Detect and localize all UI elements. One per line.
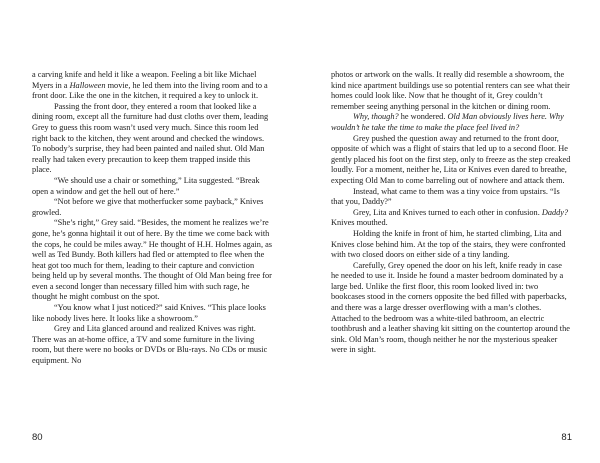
text-run: movie, he led them into the living room and to a front door. Like the one in the kitchen, it required a key to unlock it. — [32, 80, 268, 101]
paragraph — [32, 303, 272, 324]
right-page-number: 81 — [561, 432, 572, 443]
paragraph — [331, 70, 571, 112]
paragraph — [32, 70, 272, 102]
right-page — [300, 0, 600, 463]
paragraph — [331, 134, 571, 187]
italic-text: Old Man obviously lives here. Why wouldn’t he take the time to make the place feel lived in? — [331, 112, 564, 132]
text-run: photos or artwork on the walls. It really did resemble a showroom, the kind nice apartment buildings use so potential renters can see what their homes could look like. Now that he thought of it, Grey couldn’t remember seeing anything personal in the kitchen or dining room. — [331, 70, 570, 111]
italic-text: Daddy? — [541, 207, 569, 217]
left-page-text — [32, 70, 272, 367]
text-run: Knives mouthed. — [331, 218, 388, 228]
text-run: “She’s right,” Grey said. “Besides, the moment he realizes we’re gone, he’s gonna hightail it out of here. By the time we come back with the cops, he could be miles away.” He thought of H.H. Holmes again, as well as Ted Bundy. Both killers had fled or attempted to flee when the heat got too much for them, leading to their capture and conviction being held up by several months. The thought of Old Man being free for even a second longer than necessary filled him with such rage, he thought he might combust on the spot. — [32, 218, 273, 302]
paragraph — [32, 176, 272, 197]
paragraph — [331, 112, 571, 133]
italic-text: Halloween — [69, 80, 106, 90]
text-run: “You know what I just noticed?” said Knives. “This place looks like nobody lives here. It looks like a showroom.” — [32, 303, 266, 323]
text-run: Carefully, Grey opened the door on his left, knife ready in case he needed to use it. Inside he found a master bedroom dominated by a large bed. Unlike the first floor, this room looked lived in: two bookcases stood in the corners opposite the bed filled with paperbacks, and there was a large dresser overflowing with a man’s clothes. Attached to the bedroom was a white-tiled bathroom, an electric toothbrush and a leather shaving kit sitting on the countertop around the sink. Old Man’s room, though neither he nor the mysterious speaker were in sight. — [331, 260, 570, 355]
paragraph — [32, 197, 272, 218]
paragraph — [331, 187, 571, 208]
text-run: Holding the knife in front of him, he started climbing, Lita and Knives close behind him. At the top of the stairs, they were confronted with two closed doors on either side of a tiny landing. — [331, 228, 566, 260]
text-run: Grey, Lita and Knives turned to each other in confusion. — [353, 207, 542, 217]
paragraph — [331, 229, 571, 261]
text-run: “We should use a chair or something,” Lita suggested. “Break open a window and get the hell out of here.” — [32, 175, 260, 196]
paragraph — [331, 208, 571, 229]
paragraph — [331, 261, 571, 356]
left-page-number: 80 — [32, 432, 43, 443]
text-run: he wondered. — [398, 112, 448, 122]
text-run: “Not before we give that motherfucker some payback,” Knives growled. — [32, 197, 264, 217]
text-run: Grey pushed the question away and returned to the front door, opposite of which was a flight of stairs that led up to a second floor. He gently placed his foot on the first step, only to freeze as the step creaked loudly. For a moment, neither he, Lita or Knives even dared to breathe, expecting Old Man to come barreling out of nowhere and attack them. — [331, 133, 571, 185]
paragraph — [32, 324, 272, 366]
text-run: a carving knife and held it like a weapon. Feeling a bit like Michael Myers in a — [32, 70, 257, 90]
text-run: Instead, what came to them was a tiny voice from upstairs. “Is that you, Daddy?” — [331, 186, 560, 207]
italic-text: Why, though? — [353, 112, 399, 122]
paragraph — [32, 102, 272, 176]
text-run: Grey and Lita glanced around and realized Knives was right. There was an at-home office, a TV and some furniture in the living room, but there were no books or DVDs or Blu-rays. No CDs or music equipment. No — [32, 324, 268, 366]
text-run: Passing the front door, they entered a room that looked like a dining room, except all the furniture had dust cloths over them, leading Grey to guess this room wasn’t used very much. Since this room led right back to the kitchen, they went around and checked the windows. To nobody’s surprise, they had been painted and nailed shut. Old Man really had taken every precaution to keep them trapped inside this place. — [32, 101, 269, 175]
right-page-text — [331, 70, 571, 356]
paragraph — [32, 218, 272, 303]
